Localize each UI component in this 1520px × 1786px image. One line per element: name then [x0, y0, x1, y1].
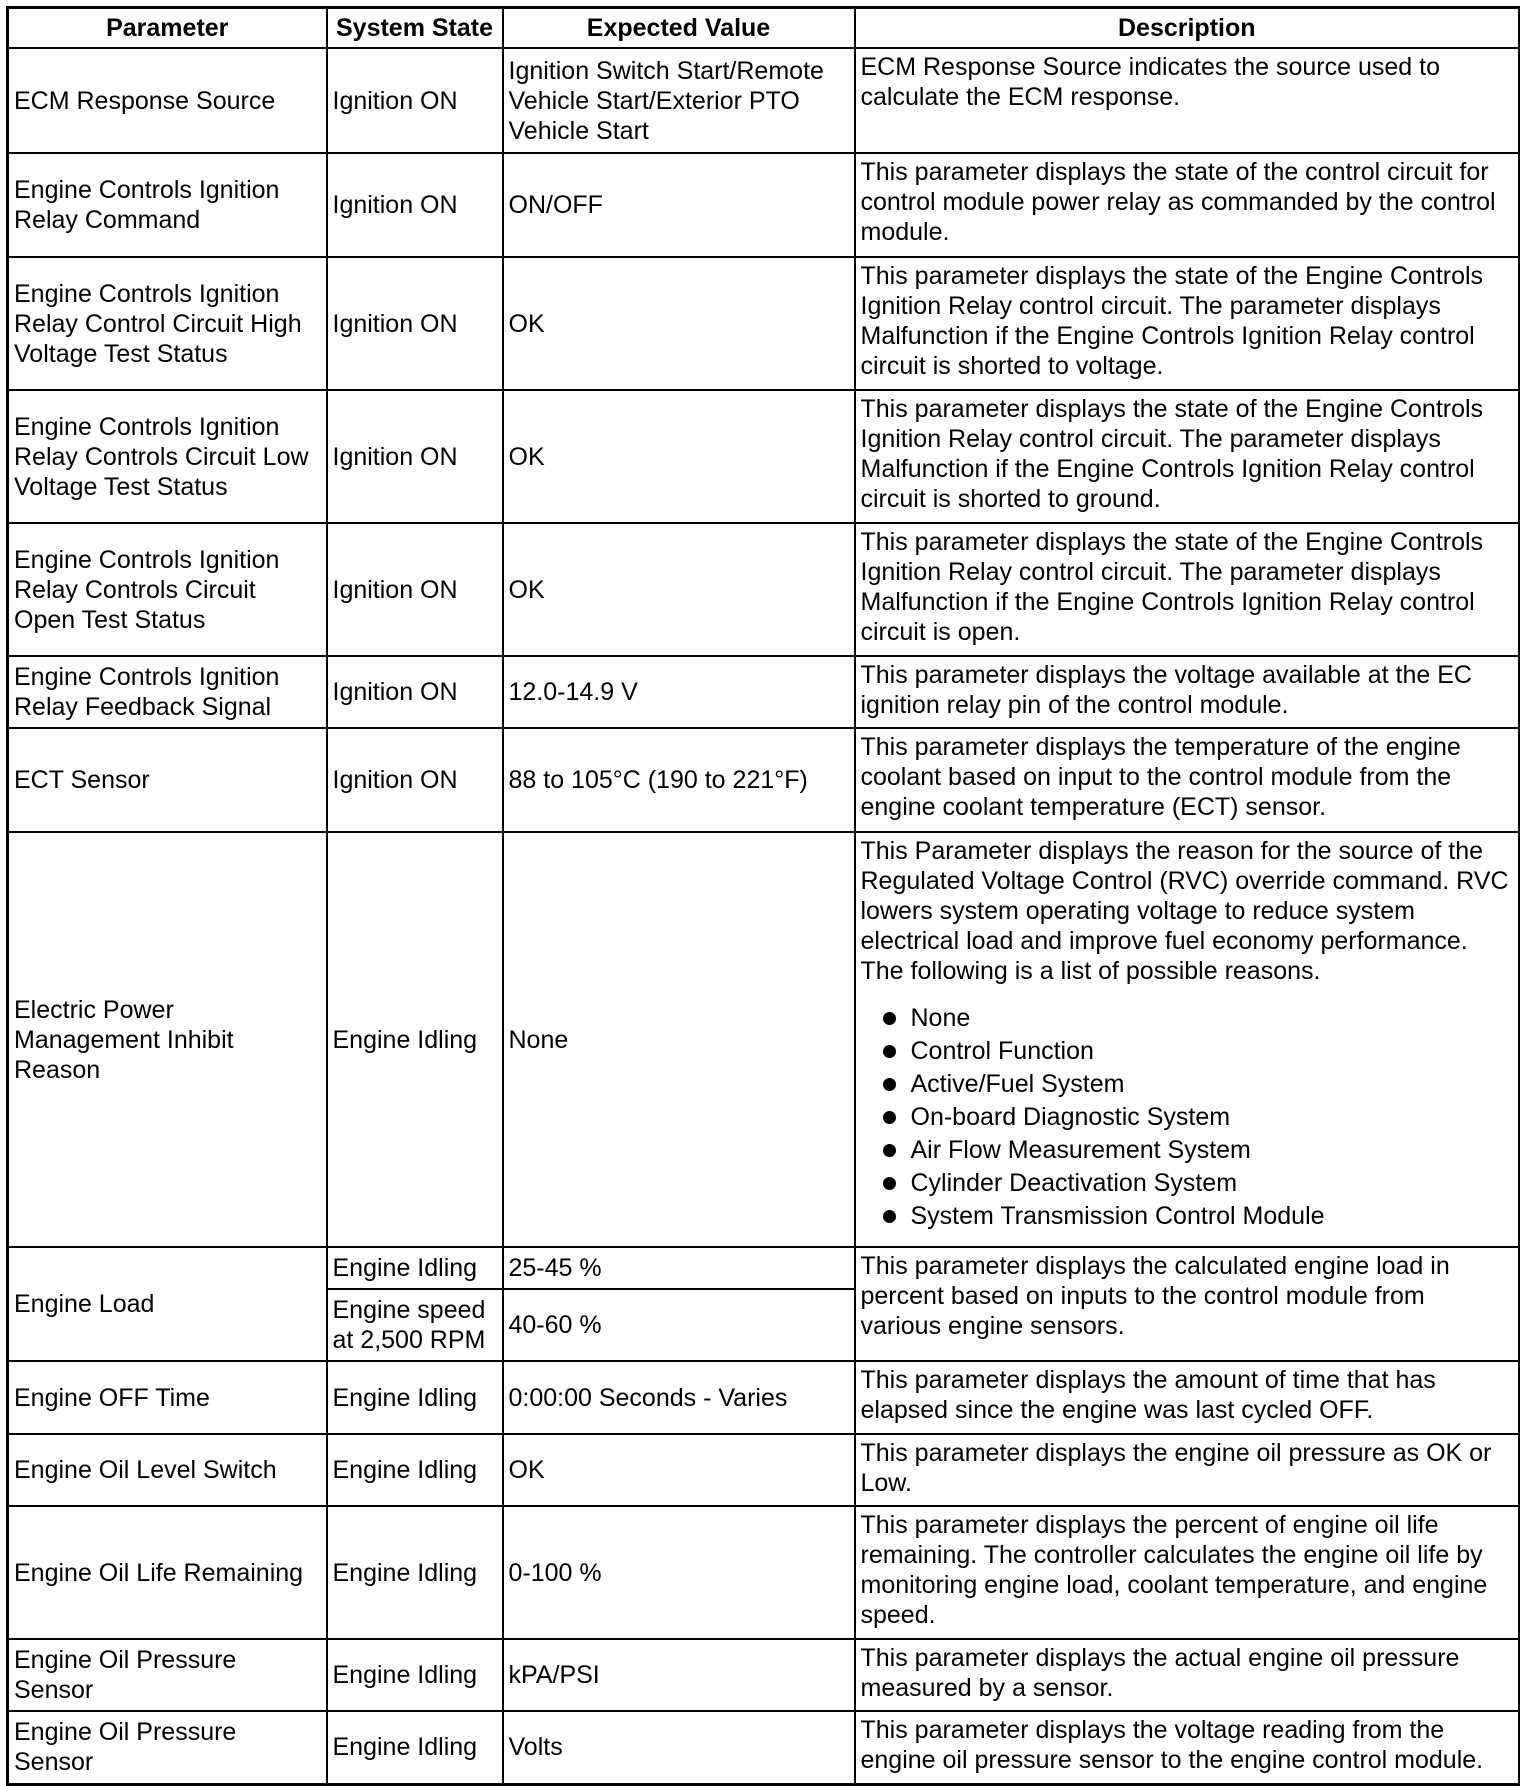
parameter-cell: Engine Controls Ignition Relay Command	[8, 153, 327, 257]
value-cell: OK	[503, 523, 855, 656]
state-cell: Ignition ON	[327, 48, 503, 153]
parameter-cell: Engine Controls Ignition Relay Controls Circuit Low Voltage Test Status	[8, 390, 327, 523]
parameter-cell: Engine Oil Life Remaining	[8, 1506, 327, 1639]
description-cell: This parameter displays the calculated engine load in percent based on inputs to the control module from various engine sensors.	[855, 1247, 1520, 1361]
parameter-cell: Engine Oil Pressure Sensor	[8, 1639, 327, 1711]
state-cell: Engine Idling	[327, 1711, 503, 1784]
description-cell: This parameter displays the state of the Engine Controls Ignition Relay control circuit. The parameter displays Malfunction if the Engine Controls Ignition Relay control circuit is shorted to voltage.	[855, 257, 1520, 390]
state-cell: Ignition ON	[327, 257, 503, 390]
bullet-icon	[883, 1210, 896, 1223]
value-cell: 12.0-14.9 V	[503, 656, 855, 728]
table-row	[8, 1639, 1520, 1711]
value-cell: 40-60 %	[503, 1289, 855, 1361]
description-cell: ECM Response Source indicates the source used to calculate the ECM response.	[855, 48, 1520, 153]
list-item-label: Air Flow Measurement System	[910, 1136, 1251, 1164]
description-cell: This parameter displays the temperature of the engine coolant based on input to the control module from the engine coolant temperature (ECT) sensor.	[855, 728, 1520, 832]
state-cell: Engine Idling	[327, 1506, 503, 1639]
header-description: Description	[855, 8, 1520, 49]
value-cell: Ignition Switch Start/Remote Vehicle Start/Exterior PTO Vehicle Start	[503, 48, 855, 153]
list-item-label: Control Function	[910, 1037, 1094, 1065]
bullet-icon	[883, 1045, 896, 1058]
parameter-cell: Engine Oil Pressure Sensor	[8, 1711, 327, 1784]
parameter-cell: Engine Controls Ignition Relay Control Circuit High Voltage Test Status	[8, 257, 327, 390]
list-item	[883, 1002, 1513, 1035]
bullet-icon	[883, 1078, 896, 1091]
value-cell: 0-100 %	[503, 1506, 855, 1639]
description-cell: This parameter displays the voltage reading from the engine oil pressure sensor to the engine control module.	[855, 1711, 1520, 1784]
description-text: This Parameter displays the reason for the source of the Regulated Voltage Control (RVC) override command. RVC lowers system operating voltage to reduce system electrical load and improve fuel economy performance. The following is a list of possible reasons.	[860, 837, 1509, 985]
table-row	[8, 1434, 1520, 1506]
parameter-cell: ECT Sensor	[8, 728, 327, 832]
bullet-icon	[883, 1111, 896, 1124]
value-cell: 0:00:00 Seconds - Varies	[503, 1361, 855, 1434]
state-cell: Engine Idling	[327, 1639, 503, 1711]
table-row	[8, 656, 1520, 728]
table-row	[8, 153, 1520, 257]
parameter-table-container	[6, 6, 1520, 1786]
value-cell: OK	[503, 257, 855, 390]
state-cell: Engine Idling	[327, 1434, 503, 1506]
table-row	[8, 1711, 1520, 1784]
state-cell: Ignition ON	[327, 153, 503, 257]
parameter-cell: ECM Response Source	[8, 48, 327, 153]
parameter-cell: Engine OFF Time	[8, 1361, 327, 1434]
value-cell: Volts	[503, 1711, 855, 1784]
description-cell: This parameter displays the state of the Engine Controls Ignition Relay control circuit. The parameter displays Malfunction if the Engine Controls Ignition Relay control circuit is open.	[855, 523, 1520, 656]
header-parameter: Parameter	[8, 8, 327, 49]
parameter-cell: Engine Oil Level Switch	[8, 1434, 327, 1506]
value-cell: 25-45 %	[503, 1247, 855, 1289]
value-cell: ON/OFF	[503, 153, 855, 257]
table-row	[8, 523, 1520, 656]
reason-list	[861, 1002, 1513, 1233]
bullet-icon	[883, 1144, 896, 1157]
state-cell: Ignition ON	[327, 656, 503, 728]
table-row	[8, 257, 1520, 390]
table-row	[8, 1361, 1520, 1434]
description-cell: This parameter displays the actual engine oil pressure measured by a sensor.	[855, 1639, 1520, 1711]
description-cell: This parameter displays the state of the Engine Controls Ignition Relay control circuit. The parameter displays Malfunction if the Engine Controls Ignition Relay control circuit is shorted to ground.	[855, 390, 1520, 523]
parameter-cell: Engine Load	[8, 1247, 327, 1361]
list-item-label: None	[910, 1004, 971, 1032]
table-row	[8, 390, 1520, 523]
description-cell: This parameter displays the state of the control circuit for control module power relay as commanded by the control module.	[855, 153, 1520, 257]
parameter-cell: Electric Power Management Inhibit Reason	[8, 832, 327, 1247]
state-cell: Ignition ON	[327, 523, 503, 656]
value-cell: OK	[503, 390, 855, 523]
state-cell: Engine speed at 2,500 RPM	[327, 1289, 503, 1361]
state-cell: Engine Idling	[327, 1247, 503, 1289]
list-item-label: System Transmission Control Module	[910, 1202, 1325, 1230]
value-cell: 88 to 105°C (190 to 221°F)	[503, 728, 855, 832]
parameter-cell: Engine Controls Ignition Relay Feedback Signal	[8, 656, 327, 728]
list-item	[883, 1035, 1513, 1068]
parameter-cell: Engine Controls Ignition Relay Controls Circuit Open Test Status	[8, 523, 327, 656]
table-row	[8, 48, 1520, 153]
description-cell: This parameter displays the amount of time that has elapsed since the engine was last cycled OFF.	[855, 1361, 1520, 1434]
state-cell: Engine Idling	[327, 832, 503, 1247]
header-expected-value: Expected Value	[503, 8, 855, 49]
list-item	[883, 1068, 1513, 1101]
header-row	[8, 8, 1520, 49]
description-cell: This parameter displays the percent of engine oil life remaining. The controller calculates the engine oil life by monitoring engine load, coolant temperature, and engine speed.	[855, 1506, 1520, 1639]
value-cell: kPA/PSI	[503, 1639, 855, 1711]
description-cell: This parameter displays the engine oil pressure as OK or Low.	[855, 1434, 1520, 1506]
description-cell	[855, 832, 1520, 1247]
description-cell: This parameter displays the voltage available at the EC ignition relay pin of the control module.	[855, 656, 1520, 728]
table-row	[8, 832, 1520, 1247]
value-cell: OK	[503, 1434, 855, 1506]
table-row	[8, 1506, 1520, 1639]
state-cell: Engine Idling	[327, 1361, 503, 1434]
value-cell: None	[503, 832, 855, 1247]
list-item	[883, 1134, 1513, 1167]
list-item	[883, 1167, 1513, 1200]
table-row	[8, 1247, 1520, 1289]
list-item-label: Active/Fuel System	[910, 1070, 1125, 1098]
list-item-label: On-board Diagnostic System	[910, 1103, 1231, 1131]
list-item-label: Cylinder Deactivation System	[910, 1169, 1238, 1197]
parameter-table	[6, 6, 1520, 1786]
bullet-icon	[883, 1177, 896, 1190]
bullet-icon	[883, 1012, 896, 1025]
table-row	[8, 728, 1520, 832]
list-item	[883, 1101, 1513, 1134]
state-cell: Ignition ON	[327, 728, 503, 832]
state-cell: Ignition ON	[327, 390, 503, 523]
list-item	[883, 1200, 1513, 1233]
header-system-state: System State	[327, 8, 503, 49]
